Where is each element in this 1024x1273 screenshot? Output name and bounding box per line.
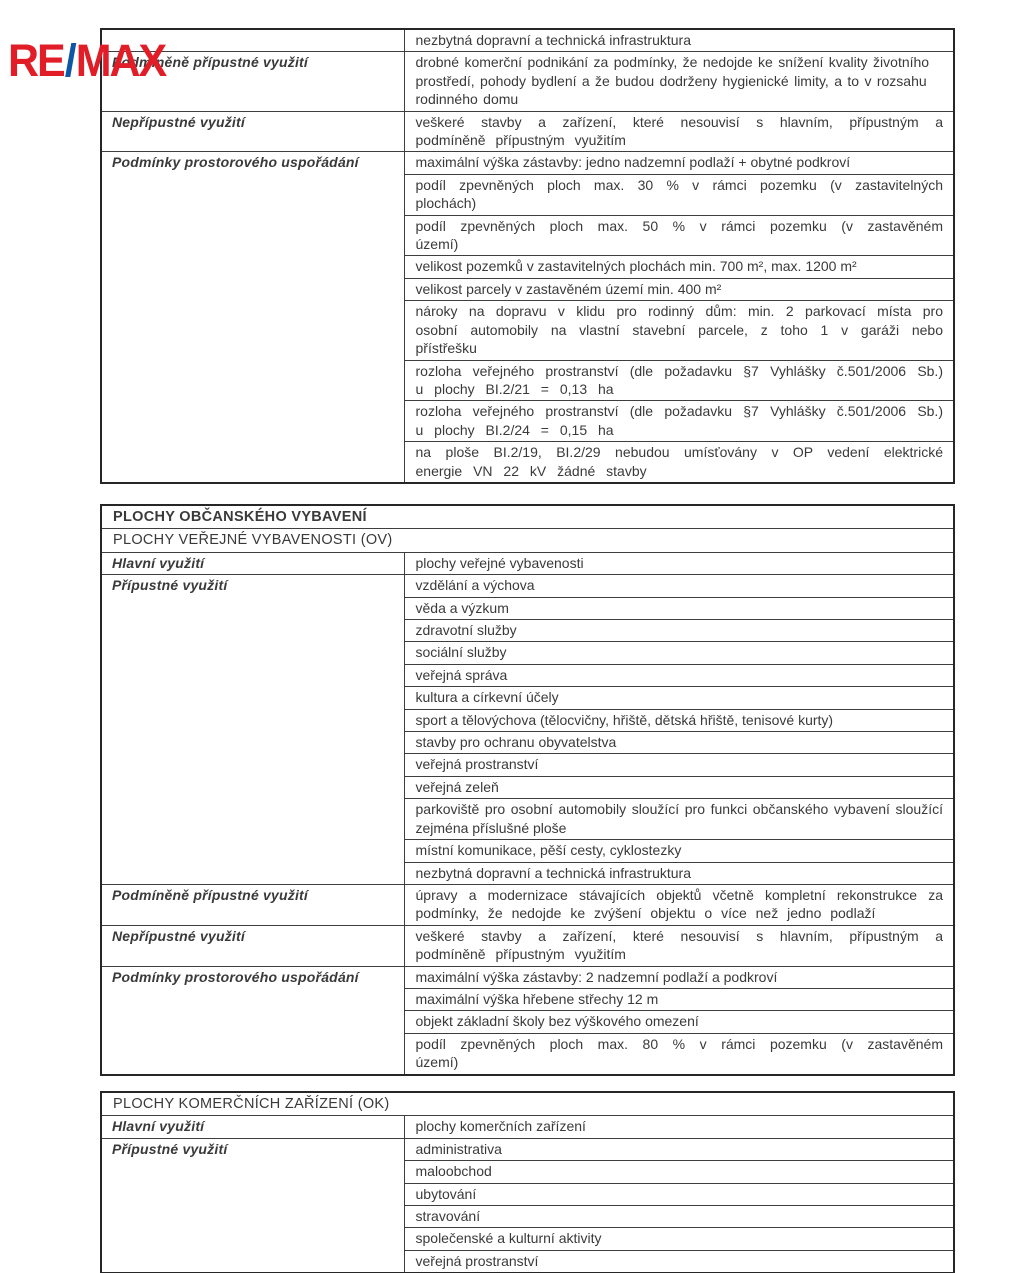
value-cell: maximální výška zástavby: jedno nadzemní podlaží + obytné podkroví bbox=[404, 152, 954, 174]
value-cell: veřejná správa bbox=[404, 664, 954, 686]
table-row bbox=[101, 111, 954, 152]
table-row bbox=[101, 152, 954, 174]
table-row bbox=[101, 52, 954, 111]
remax-logo bbox=[8, 35, 166, 87]
value-cell: velikost parcely v zastavěném území min. 400 m² bbox=[404, 278, 954, 300]
zoning-table-ok bbox=[100, 1091, 955, 1273]
table-row bbox=[101, 1116, 954, 1138]
value-cell: sociální služby bbox=[404, 642, 954, 664]
value-cell: veškeré stavby a zařízení, které nesouvisí s hlavním, přípustným a podmíněně přípustným využitím bbox=[404, 925, 954, 966]
table-row bbox=[101, 966, 954, 988]
value-cell: společenské a kulturní aktivity bbox=[404, 1228, 954, 1250]
value-cell: drobné komerční podnikání za podmínky, že nedojde ke snížení kvality životního prostředí, pohody bydlení a že budou dodrženy hygienické limity, a to v rozsahu rodinného domu bbox=[404, 52, 954, 111]
value-cell: úpravy a modernizace stávajících objektů včetně kompletní rekonstrukce za podmínky, že nedojde ke zvýšení objektu o více než jedno podlaží bbox=[404, 884, 954, 925]
value-cell: parkoviště pro osobní automobily sloužící pro funkci občanského vybavení sloužící zejména příslušné ploše bbox=[404, 799, 954, 840]
value-cell: nezbytná dopravní a technická infrastruktura bbox=[404, 29, 954, 52]
row-label-cell: Přípustné využití bbox=[101, 1138, 404, 1273]
table-title: PLOCHY KOMERČNÍCH ZAŘÍZENÍ (OK) bbox=[101, 1092, 954, 1116]
value-cell: velikost pozemků v zastavitelných plochách min. 700 m², max. 1200 m² bbox=[404, 256, 954, 278]
table-title: PLOCHY VEŘEJNÉ VYBAVENOSTI (OV) bbox=[101, 529, 954, 552]
value-cell: veřejná prostranství bbox=[404, 754, 954, 776]
row-label-cell: Podmínky prostorového uspořádání bbox=[101, 152, 404, 483]
remax-logo-slash-icon: / bbox=[64, 35, 75, 87]
value-cell: zdravotní služby bbox=[404, 620, 954, 642]
value-cell: podíl zpevněných ploch max. 30 % v rámci pozemku (v zastavitelných plochách) bbox=[404, 174, 954, 215]
value-cell: objekt základní školy bez výškového omezení bbox=[404, 1011, 954, 1033]
value-cell: vzdělání a výchova bbox=[404, 575, 954, 597]
row-label-cell: Podmíněně přípustné využití bbox=[101, 884, 404, 925]
value-cell: stavby pro ochranu obyvatelstva bbox=[404, 732, 954, 754]
value-cell: sport a tělovýchova (tělocvičny, hřiště, dětská hřiště, tenisové kurty) bbox=[404, 709, 954, 731]
value-cell: na ploše BI.2/19, BI.2/29 nebudou umísťovány v OP vedení elektrické energie VN 22 kV žádné stavby bbox=[404, 442, 954, 483]
table-row bbox=[101, 884, 954, 925]
value-cell: maximální výška hřebene střechy 12 m bbox=[404, 988, 954, 1010]
value-cell: veřejná zeleň bbox=[404, 776, 954, 798]
value-cell: plochy komerčních zařízení bbox=[404, 1116, 954, 1138]
value-cell: maximální výška zástavby: 2 nadzemní podlaží a podkroví bbox=[404, 966, 954, 988]
value-cell: podíl zpevněných ploch max. 50 % v rámci pozemku (v zastavěném území) bbox=[404, 215, 954, 256]
row-label-cell: Podmínky prostorového uspořádání bbox=[101, 966, 404, 1075]
value-cell: maloobchod bbox=[404, 1161, 954, 1183]
value-cell: veřejná prostranství bbox=[404, 1250, 954, 1273]
value-cell: věda a výzkum bbox=[404, 597, 954, 619]
row-label-cell: Podmíněně přípustné využití bbox=[101, 52, 404, 111]
value-cell: rozloha veřejného prostranství (dle požadavku §7 Vyhlášky č.501/2006 Sb.) u plochy BI.2/21 = 0,13 ha bbox=[404, 360, 954, 401]
table-title: PLOCHY OBČANSKÉHO VYBAVENÍ bbox=[101, 505, 954, 529]
row-label-cell: Nepřípustné využití bbox=[101, 925, 404, 966]
value-cell: nároky na dopravu v klidu pro rodinný dům: min. 2 parkovací místa pro osobní automobily na vlastní stavební parcele, z toho 1 v garáži nebo přístřešku bbox=[404, 301, 954, 360]
value-cell: stravování bbox=[404, 1206, 954, 1228]
table-row bbox=[101, 1138, 954, 1160]
row-label-cell: Přípustné využití bbox=[101, 575, 404, 885]
value-cell: podíl zpevněných ploch max. 80 % v rámci pozemku (v zastavěném území) bbox=[404, 1033, 954, 1074]
table-row bbox=[101, 575, 954, 597]
value-cell: administrativa bbox=[404, 1138, 954, 1160]
value-cell: místní komunikace, pěší cesty, cyklostezky bbox=[404, 840, 954, 862]
zoning-table-bi-continuation bbox=[100, 28, 955, 484]
row-label-cell: Nepřípustné využití bbox=[101, 111, 404, 152]
remax-logo-re: RE bbox=[8, 35, 64, 87]
row-label-cell: Hlavní využití bbox=[101, 1116, 404, 1138]
table-row bbox=[101, 925, 954, 966]
row-label-cell: Hlavní využití bbox=[101, 552, 404, 574]
remax-logo-max: MAX bbox=[75, 35, 166, 87]
value-cell: rozloha veřejného prostranství (dle požadavku §7 Vyhlášky č.501/2006 Sb.) u plochy BI.2/24 = 0,15 ha bbox=[404, 401, 954, 442]
value-cell: nezbytná dopravní a technická infrastruktura bbox=[404, 862, 954, 884]
value-cell: veškeré stavby a zařízení, které nesouvisí s hlavním, přípustným a podmíněně přípustným využitím bbox=[404, 111, 954, 152]
zoning-table-ov bbox=[100, 504, 955, 1076]
value-cell: kultura a církevní účely bbox=[404, 687, 954, 709]
table-row bbox=[101, 29, 954, 52]
value-cell: ubytování bbox=[404, 1183, 954, 1205]
value-cell: plochy veřejné vybavenosti bbox=[404, 552, 954, 574]
table-row bbox=[101, 552, 954, 574]
